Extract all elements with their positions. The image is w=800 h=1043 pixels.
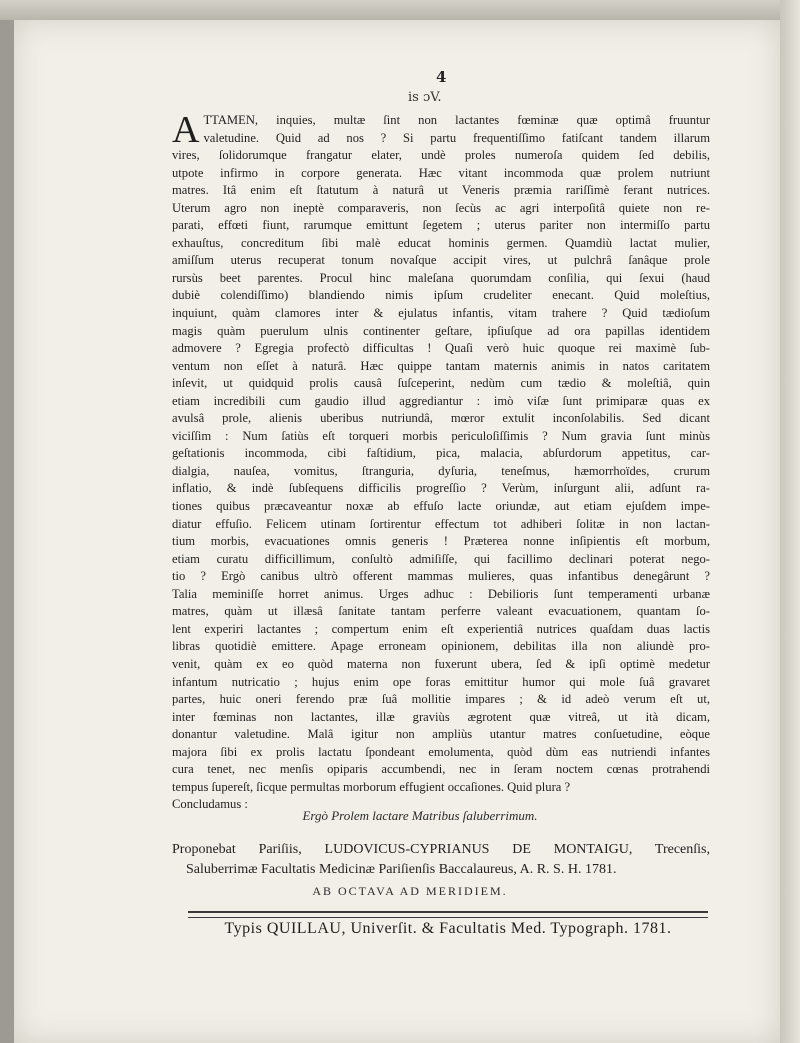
text-line: diatur effuſio. Felicem utinam ſortirentur effectum tot adhiberi ſolitæ in non lactan- (172, 516, 710, 531)
drop-cap: A (172, 109, 200, 151)
text-line: inflatio, & indè ſubſequens difficilis progreſſio ? Verùm, inſurgunt alii, adſunt ra- (172, 481, 710, 496)
text-line: tempus ſupereſt, ſicque permultas morborum effugient occaſiones. Quid plura ? (172, 779, 571, 794)
text-line: cura tenet, nec menſis opiparis accumbendi, nec in ſeram noctem cœnas protrahendi (172, 762, 710, 777)
text-line: Talia meminiſſe horret animus. Urges adhuc : Debilioris ſunt temperamenti urbanæ (172, 586, 710, 601)
text-line: avulsâ prole, alienis uberibus nutriundâ, mœror extulit inconſolabilis. Sed dicant (172, 411, 710, 426)
text-line: tio ? Ergò canibus ultrò offerent mammas mulieres, quas infantibus denegârunt ? (172, 569, 710, 584)
text-line: magis quàm puerulum ulnis continenter geſtare, ipſiuſque ad ora papillas identidem (172, 323, 710, 338)
text-line: dubiè colendiſſimo) blandiendo nimis ipſum crudeliter enecant. Quid moleſtius, (172, 288, 710, 303)
page-number: 4 (436, 68, 447, 86)
text-line: etiam curatu difficillimum, conſultò admiſiſſe, qui facillimo declinari poterat nego- (172, 551, 710, 566)
thesis-body (172, 109, 710, 814)
text-line: majora ſibi ex prolis lactatu ſpondeant emolumenta, quòd dùm eas nutriendi infantes (172, 744, 710, 759)
text-line: valetudine. Quid ad nos ? Si partu frequentiſſimo fatiſcant tandem illarum (203, 130, 710, 145)
text-line: dialgia, nauſea, vomitus, ſtranguria, dyſuria, teneſmus, hæmorrhoïdes, crurum (172, 463, 710, 478)
text-line: viciſſim : Num ſatiùs eſt torqueri morbis periculoſiſſimis ? Num gravia ſunt minùs (172, 428, 710, 443)
text-line: rursùs beet parentes. Procul hinc maleſana quorumdam conſilia, qui ſexui (haud (172, 270, 710, 285)
text-line: TTAMEN, inquies, multæ ſint non lactantes fœminæ quæ optimâ fruuntur (203, 113, 710, 127)
text-line: utpote infirmo in corpore generata. Hæc vitant incommoda quæ prolem nutriunt (172, 165, 710, 180)
text-line: infantum nutricatio ; hujus enim ope foras emittitur humor qui mole ſuâ gravaret (172, 674, 710, 689)
text-line: venit, quàm ex eo quòd materna non fuxerunt ubera, ſed & ipſi optimè medetur (172, 656, 710, 671)
text-line: tium morbis, evacuationes omnis generis ! Præterea nonne inſipientis eſt morbum, (172, 534, 710, 549)
text-line: inquiunt, quàm clamores inter & ejulatus infantis, vitam trahere ? Quid tædioſum (172, 306, 710, 321)
top-page-edge (0, 0, 800, 20)
text-line: etiam incredibili cum gaudio illud aggrediantur : imò viſæ ſunt primiparæ quas ex (172, 393, 710, 408)
text-line: parati, effœti fiunt, rarumque emittunt ſegetem ; uterus pariter non intermiſſo partu (172, 218, 710, 233)
running-head: is ɔV. (408, 90, 442, 105)
text-line: inſevit, ut quidquid prolis causâ ſuſceperint, nedùm cum tædio & moleſtiâ, quin (172, 376, 710, 391)
text-line: admovere ? Egregia profectò difficultas ! Quaſi verò huic quoque rei maximè ſub- (172, 341, 710, 356)
text-line: inter fœminas non lactantes, illæ graviùs ægrotent quæ vitreâ, ut ità dicam, (172, 709, 710, 724)
printer-colophon: Typis QUILLAU, Univerſit. & Facultatis Med. Typograph. 1781. (224, 920, 672, 937)
defense-time: AB OCTAVA AD MERIDIEM. (312, 884, 508, 898)
text-line: matres. Itâ enim eſt ſtatutum à naturâ ut Veneris præmia rariſſimè ferant nutrices. (172, 183, 710, 198)
text-line: exhauſtus, concreditum ſibi malè educat hominis germen. Quamdiù lactat mulier, (172, 235, 710, 250)
text-line: lent experiri lactantes ; compertum enim eſt experientiâ nutrices quaſdam duas lactis (172, 621, 710, 636)
text-line: vires, ſolidorumque frangatur elater, undè proles numeroſa quidem ſed debilis, (172, 148, 710, 163)
text-line: Uterum agro non ineptè comparaveris, non ſecùs ac agri interpoſitâ quiete non re- (172, 200, 710, 215)
signature-credentials: Saluberrimæ Facultatis Medicinæ Pariſienſis Baccalaureus, A. R. S. H. 1781. (186, 862, 617, 877)
text-line: libras quotidiè emittere. Apage erroneam opinionem, debilitas illa non aliundè pro- (172, 639, 710, 654)
conclusion-statement: Ergò Prolem lactare Matribus ſaluberrimum. (302, 808, 538, 823)
text-line: partes, huic oneri ferendo præ ſuâ mollitie impares ; & id adeò verum eſt ut, (172, 692, 710, 707)
text-line: tiones quibus præcaveantur noxæ ab effuſo lacte oriundæ, aut etiam ejuſdem impe- (172, 499, 710, 514)
double-rule-divider (188, 911, 708, 918)
text-line: Concludamus : (172, 797, 248, 812)
text-line: matres, quàm ut illæsâ ſanitate tantam perferre valeant evacuationem, quantam ſo- (172, 604, 710, 619)
text-line: amiſſum uterus recuperat tonum novaſque accipit vires, ut pulchrâ ſanâque prole (172, 253, 710, 268)
text-line: donantur valetudine. Malâ igitur non ampliùs utantur matres conſuetudine, eòque (172, 727, 710, 742)
text-line: geſtationis incommoda, cibi faſtidium, pica, malacia, abſurdorum appetitus, car- (172, 446, 710, 461)
signature-author: Proponebat Pariſiis, LUDOVICUS-CYPRIANUS DE MONTAIGU, Trecenſis, (172, 842, 710, 857)
text-line: ventum non eſſet à naturâ. Hæc quippe tantam maternis animis in natos caritatem (172, 358, 710, 373)
